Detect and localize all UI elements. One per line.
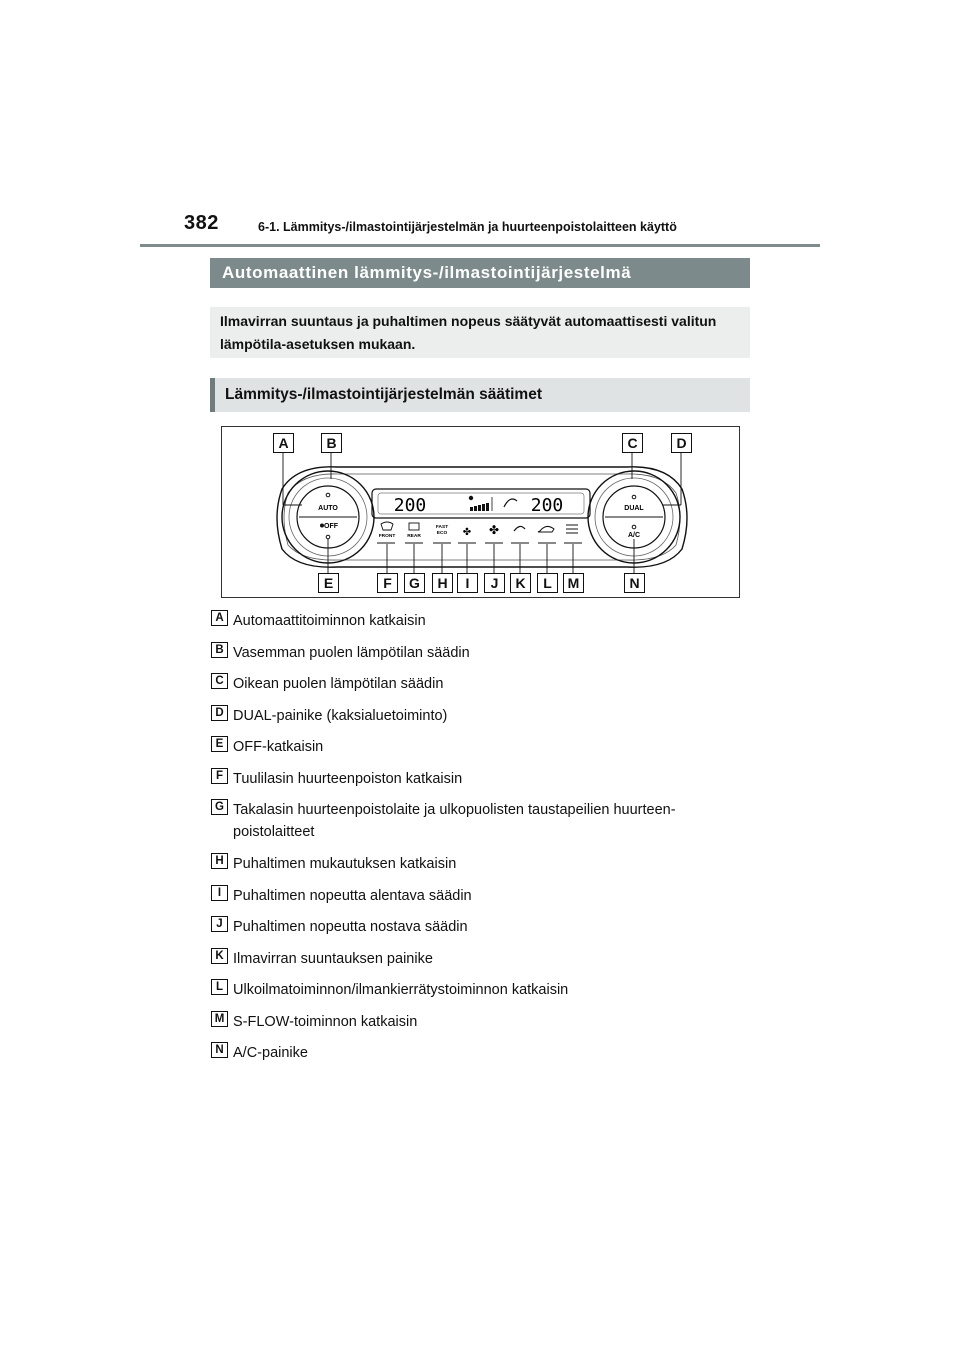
legend-key: H [211,853,228,869]
legend-text: Puhaltimen nopeutta nostava säädin [233,919,468,935]
legend-key: I [211,885,228,901]
fast-label: FAST [435,525,449,530]
legend-text: Ulkoilmatoiminnon/ilmankierrätystoiminnon katkaisin [233,982,569,998]
intro-text: Ilmavirran suuntaus ja puhaltimen nopeus säätyvät automaattisesti valitun lämpötila-asetuksen mukaan. [210,307,750,358]
section-heading: Automaattinen lämmitys-/ilmastointijärjestelmä [210,258,750,288]
legend-text: Automaattitoiminnon katkaisin [233,613,426,629]
callout-g: G [404,573,425,593]
auto-label: AUTO [318,505,338,512]
dual-label: DUAL [624,505,644,512]
legend-item [211,1011,751,1043]
legend-text: Ilmavirran suuntauksen painike [233,950,433,967]
header-rule [140,244,820,247]
legend-text: Oikean puolen lämpötilan säädin [233,676,444,692]
page-number: 382 [184,212,219,234]
callout-h: H [432,573,453,593]
off-label: OFF [324,523,338,530]
right-temp-readout: 200 [530,495,564,516]
legend-list [211,610,751,1074]
svg-text:✤: ✤ [462,527,472,538]
subsection-heading: Lämmitys-/ilmastointijärjestelmän säätimet [210,378,750,412]
legend-item [211,673,751,705]
legend-key: G [211,799,228,815]
callout-d: D [671,433,692,453]
callout-n: N [624,573,645,593]
callout-l: L [537,573,558,593]
legend-key: N [211,1042,228,1058]
legend-text: Puhaltimen mukautuksen katkaisin [233,856,457,872]
running-header: 6-1. Lämmitys-/ilmastointijärjestelmän ja huurteenpoistolaitteen käyttö [258,220,677,234]
legend-text: Vasemman puolen lämpötilan säädin [233,644,470,661]
legend-item [211,799,751,853]
legend-text: Takalasin huurteenpoistolaite ja ulkopuolisten taustapeilien huurteen-poistolaitteet [233,802,676,840]
left-temp-readout: 200 [393,495,427,516]
legend-text: S-FLOW-toiminnon katkaisin [233,1013,418,1030]
rear-label: REAR [407,534,421,539]
callout-b: B [321,433,342,453]
legend-text: OFF-katkaisin [233,739,324,755]
legend-item [211,736,751,768]
legend-key: M [211,1011,228,1027]
legend-key: E [211,736,228,752]
ac-label: A/C [627,532,641,539]
legend-key: J [211,916,228,932]
legend-item [211,979,751,1011]
legend-key: C [211,673,228,689]
legend-key: K [211,948,228,964]
legend-key: B [211,642,228,658]
callout-m: M [563,573,584,593]
svg-text:✤: ✤ [488,523,500,537]
legend-text: Puhaltimen nopeutta alentava säädin [233,887,472,904]
callout-e: E [318,573,339,593]
legend-item [211,610,751,642]
legend-item [211,705,751,737]
legend-text: A/C-painike [233,1045,308,1061]
panel-illustration [222,427,741,599]
legend-item [211,768,751,800]
legend-text: Tuulilasin huurteenpoiston katkaisin [233,770,463,787]
legend-text: DUAL-painike (kaksialuetoiminto) [233,707,448,724]
callout-k: K [510,573,531,593]
callout-j: J [484,573,505,593]
legend-key: D [211,705,228,721]
legend-item [211,853,751,885]
climate-control-panel-figure [221,426,740,598]
callout-f: F [377,573,398,593]
legend-item [211,642,751,674]
legend-item [211,916,751,948]
front-label: FRONT [378,534,396,539]
callout-c: C [622,433,643,453]
legend-key: F [211,768,228,784]
legend-item [211,1042,751,1074]
eco-label: ECO [436,531,448,536]
legend-key: A [211,610,228,626]
legend-item [211,948,751,980]
callout-a: A [273,433,294,453]
callout-i: I [457,573,478,593]
legend-key: L [211,979,228,995]
legend-item [211,885,751,917]
